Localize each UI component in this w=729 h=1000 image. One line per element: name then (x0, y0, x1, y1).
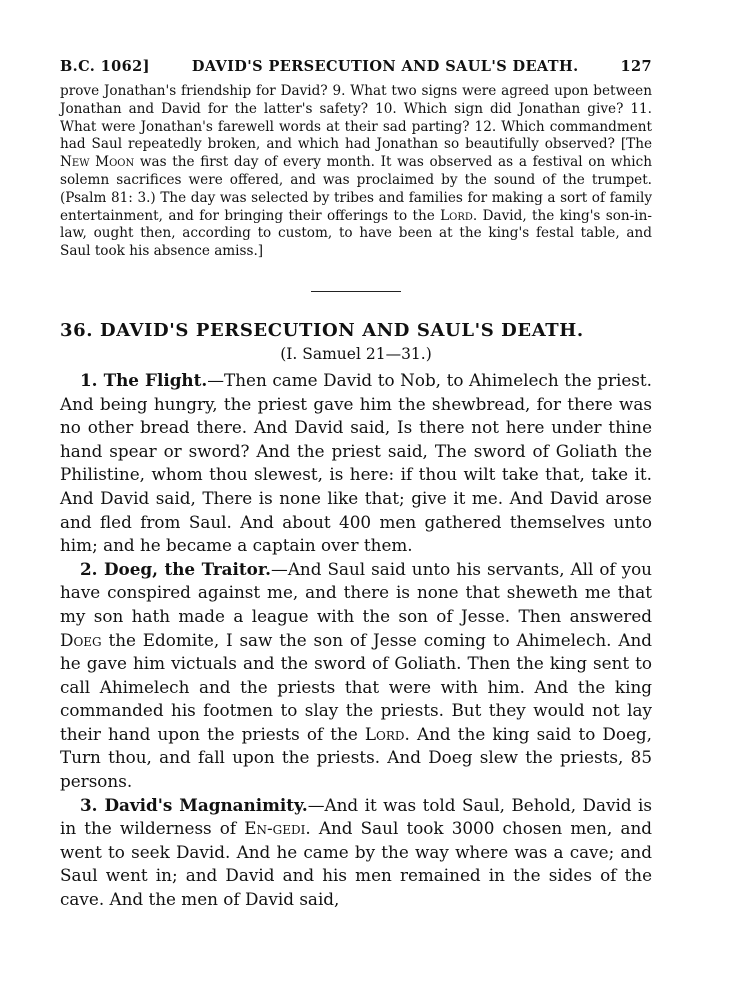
section-heading: 36. DAVID'S PERSECUTION AND SAUL'S DEATH. (60, 319, 584, 341)
paragraph-text: the Edomite, I saw the son of Jesse coming to Ahimelech. And he gave him victuals and the sword of Goliath. Then the king sent to call Ahimelech and the priests that were with him. And the king commanded his footmen to slay the priests. But they would not lay their hand upon the priests of the (60, 629, 652, 744)
paragraph-lead: 1. The Flight. (80, 369, 208, 390)
header-date: B.C. 1062] (60, 58, 150, 75)
notes-text-1: prove Jonathan's friendship for David? 9. What two signs were agreed upon between Jonathan and David for the latter's safety? 10. Which sign did Jonathan give? 11. What were Jonathan's farewell words at their sad parting? 12. Which commandment had Saul repeatedly broken, and which had Jonathan so beautifully observed? [The (60, 83, 652, 153)
notes-small-caps-1: New Moon (60, 154, 135, 171)
paragraph-small-caps: Doeg (60, 629, 102, 650)
paragraph-small-caps: En-gedi (244, 818, 306, 839)
review-questions-notes (60, 83, 652, 261)
notes-small-caps-2: Lord (440, 207, 473, 224)
header-title: DAVID'S PERSECUTION AND SAUL'S DEATH. (191, 58, 579, 75)
paragraph-text: —And Saul said unto his servants, All of you have conspired against me, and there is none that sheweth me that my son hath made a league with the son of Jesse. Then answered (60, 558, 652, 626)
scripture-reference: (I. Samuel 21—31.) (280, 344, 432, 363)
paragraph-magnanimity (60, 794, 652, 912)
paragraph-text: —Then came David to Nob, to Ahimelech the priest. And being hungry, the priest gave him the shewbread, for there was no other bread there. And David said, Is there not here under thine hand spear or sword? And the priest said, The sword of Goliath the Philistine, whom thou slewest, is here: if thou wilt take that, take it. And David said, There is none like that; give it me. And David arose and fled from Saul. And about 400 men gathered themselves unto him; and he became a captain over them. (60, 369, 652, 556)
paragraph-text: . And Saul took 3000 chosen men, and went to seek David. And he came by the way where was a cave; and Saul went in; and David and his men remained in the sides of the cave. And the men of David said, (60, 818, 652, 910)
page-number: 127 (620, 58, 652, 75)
notes-text-2: was the first day of every month. It was observed as a festival on which solemn sacrifices were offered, and was proclaimed by the sound of the trumpet. (Psalm 81: 3.) The day was selected by tribes and families for making a sort of family entertainment, and for bringing their offerings to the (60, 154, 652, 224)
paragraph-text: —And it was told Saul, Behold, David is in the wilderness of (60, 794, 652, 839)
paragraph-flight (60, 369, 652, 558)
book-page (60, 58, 652, 912)
running-header (60, 58, 652, 75)
paragraph-lead: 3. David's Magnanimity. (80, 794, 308, 815)
notes-text-3: . David, the king's son-in-law, ought then, according to custom, to have been at the king's festal table, and Saul took his absence amiss.] (60, 207, 652, 260)
paragraph-text: . And the king said to Doeg, Turn thou, and fall upon the priests. And Doeg slew the priests, 85 persons. (60, 723, 652, 792)
section-divider (311, 291, 401, 292)
paragraph-doeg (60, 558, 652, 794)
paragraph-lead: 2. Doeg, the Traitor. (80, 558, 272, 579)
paragraph-small-caps: Lord (364, 723, 405, 744)
